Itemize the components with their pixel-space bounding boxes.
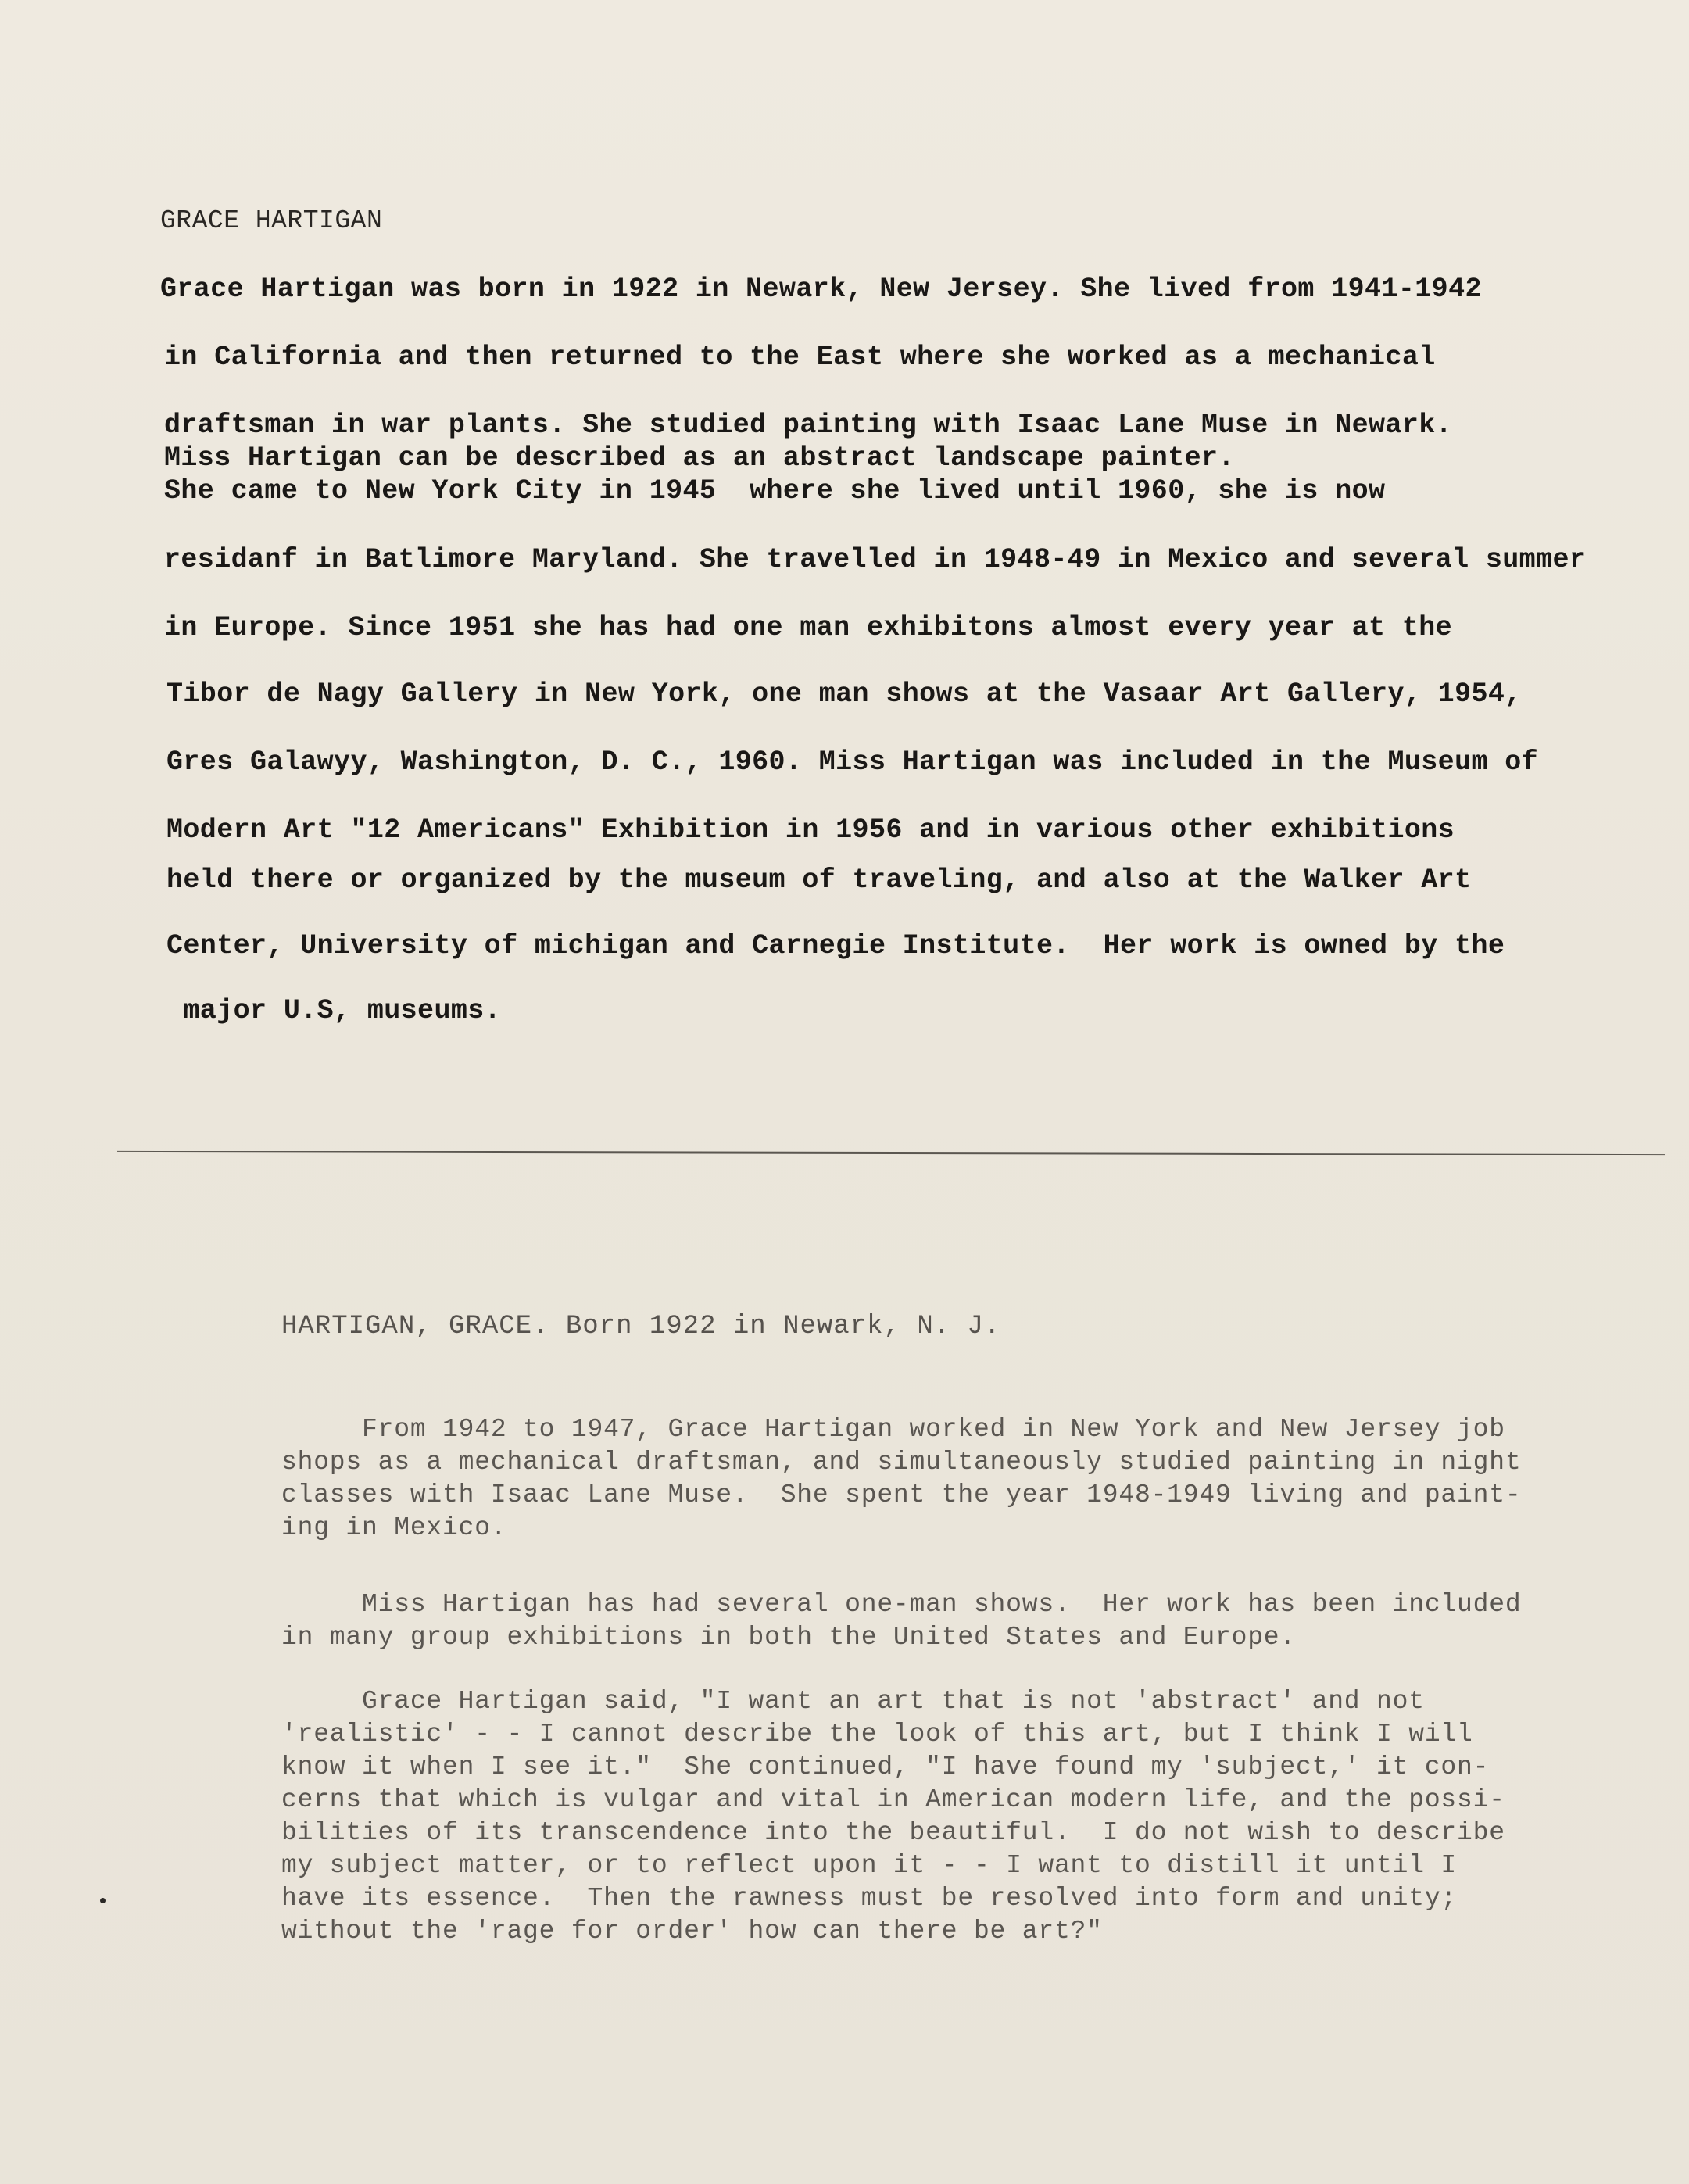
paragraph-line: From 1942 to 1947, Grace Hartigan worked in New York and New Jersey job — [281, 1415, 1505, 1444]
bio-line: Tibor de Nagy Gallery in New York, one man shows at the Vasaar Art Gallery, 1954, — [166, 678, 1522, 710]
bio-line: in Europe. Since 1951 she has had one man exhibitons almost every year at the — [164, 612, 1453, 643]
paragraph-line: bilities of its transcendence into the beautiful. I do not wish to describe — [281, 1818, 1505, 1847]
paragraph-line: Grace Hartigan said, "I want an art that is not 'abstract' and not — [281, 1687, 1425, 1716]
paragraph-line: Miss Hartigan has had several one-man shows. Her work has been included — [281, 1590, 1522, 1619]
paragraph-line: in many group exhibitions in both the United States and Europe. — [281, 1623, 1297, 1652]
bio-line: in California and then returned to the East where she worked as a mechanical — [164, 342, 1436, 373]
bio-line: held there or organized by the museum of traveling, and also at the Walker Art — [166, 865, 1472, 896]
bio-line: Modern Art "12 Americans" Exhibition in 1956 and in various other exhibitions — [166, 815, 1455, 846]
entry-heading: HARTIGAN, GRACE. Born 1922 in Newark, N. J. — [281, 1312, 1001, 1341]
paragraph-line: ing in Mexico. — [281, 1513, 507, 1542]
bio-line: major U.S, museums. — [166, 995, 502, 1026]
paragraph-line: shops as a mechanical draftsman, and simultaneously studied painting in night — [281, 1448, 1522, 1477]
paragraph-line: know it when I see it." She continued, "I have found my 'subject,' it con- — [281, 1753, 1490, 1781]
paragraph-line: my subject matter, or to reflect upon it - - I want to distill it until I — [281, 1851, 1458, 1880]
bio-line: Grace Hartigan was born in 1922 in Newark, New Jersey. She lived from 1941-1942 — [160, 274, 1482, 305]
paragraph-line: classes with Isaac Lane Muse. She spent the year 1948-1949 living and paint- — [281, 1480, 1522, 1509]
bio-line: draftsman in war plants. She studied painting with Isaac Lane Muse in Newark. — [164, 410, 1453, 441]
bio-line: residanf in Batlimore Maryland. She travelled in 1948-49 in Mexico and several summer — [164, 544, 1587, 575]
bio-line: Gres Galawyy, Washington, D. C., 1960. Miss Hartigan was included in the Museum of — [166, 746, 1539, 778]
paragraph-line: 'realistic' - - I cannot describe the look of this art, but I think I will — [281, 1720, 1473, 1749]
paragraph-line: cerns that which is vulgar and vital in American modern life, and the possi- — [281, 1785, 1505, 1814]
ink-dot-mark — [100, 1898, 106, 1903]
bio-line: Center, University of michigan and Carnegie Institute. Her work is owned by the — [166, 930, 1505, 961]
paragraph-line: without the 'rage for order' how can there be art?" — [281, 1917, 1103, 1946]
paragraph-line: have its essence. Then the rawness must be resolved into form and unity; — [281, 1884, 1458, 1913]
bio-line: Miss Hartigan can be described as an abstract landscape painter. — [164, 442, 1235, 474]
document-title: GRACE HARTIGAN — [160, 206, 383, 235]
bio-line: She came to New York City in 1945 where she lived until 1960, she is now — [164, 475, 1386, 507]
